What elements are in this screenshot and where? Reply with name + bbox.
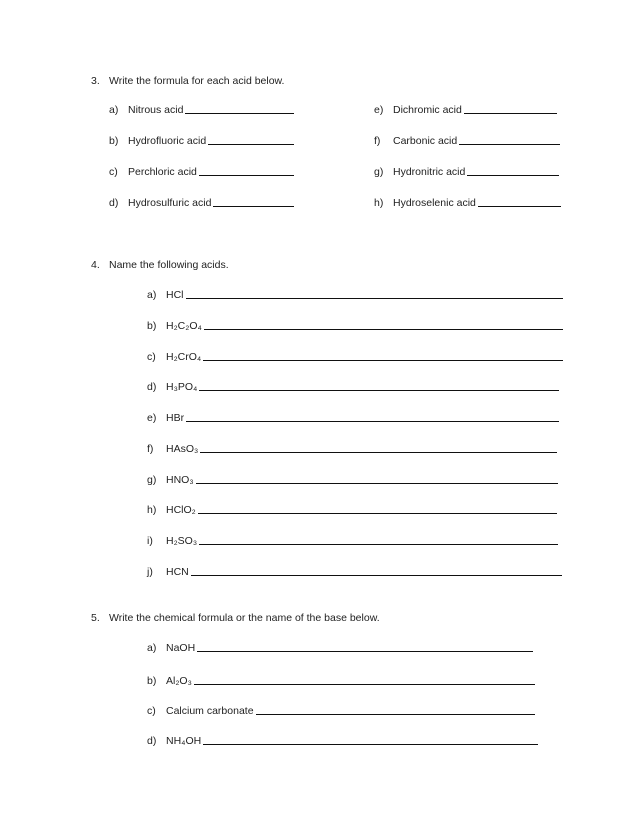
item-letter: i)	[147, 535, 153, 547]
answer-line[interactable]	[191, 575, 562, 576]
answer-line[interactable]	[185, 113, 294, 114]
item-letter: g)	[374, 166, 384, 178]
q3-item	[374, 133, 560, 147]
q3-item	[109, 102, 294, 116]
q4-item	[147, 318, 563, 332]
q5-item	[147, 673, 535, 687]
q5-item	[147, 640, 533, 654]
q3-item	[109, 195, 294, 209]
answer-line[interactable]	[197, 651, 533, 652]
item-text: NH₄OH	[166, 735, 202, 747]
q5-item	[147, 733, 538, 747]
item-text: HAsO₃	[166, 443, 199, 455]
item-text: HBr	[166, 412, 185, 424]
question-number: 3.	[91, 75, 100, 87]
item-text: Hydrosulfuric acid	[128, 197, 212, 209]
item-letter: d)	[147, 735, 157, 747]
item-text: Nitrous acid	[128, 104, 184, 116]
item-text: Hydronitric acid	[393, 166, 466, 178]
item-letter: c)	[147, 351, 156, 363]
item-letter: b)	[147, 675, 157, 687]
answer-line[interactable]	[459, 144, 560, 145]
q4-item	[147, 502, 557, 516]
q3-item	[109, 164, 294, 178]
q3-item	[374, 102, 557, 116]
item-letter: h)	[147, 504, 157, 516]
item-text: HCl	[166, 289, 184, 301]
answer-line[interactable]	[204, 329, 563, 330]
item-text: Perchloric acid	[128, 166, 197, 178]
answer-line[interactable]	[203, 360, 563, 361]
item-letter: a)	[147, 642, 157, 654]
answer-line[interactable]	[186, 421, 559, 422]
item-letter: f)	[374, 135, 381, 147]
q4-item	[147, 287, 563, 301]
q3-item	[374, 195, 561, 209]
question-3-heading	[91, 75, 284, 87]
item-letter: a)	[109, 104, 119, 116]
q5-item	[147, 703, 535, 717]
item-letter: g)	[147, 474, 157, 486]
answer-line[interactable]	[208, 144, 294, 145]
item-letter: a)	[147, 289, 157, 301]
question-number: 4.	[91, 259, 100, 271]
item-text: Hydroselenic acid	[393, 197, 476, 209]
item-text: Calcium carbonate	[166, 705, 254, 717]
item-letter: f)	[147, 443, 154, 455]
answer-line[interactable]	[199, 390, 559, 391]
question-prompt: Write the chemical formula or the name of the base below.	[109, 612, 380, 624]
q4-item	[147, 533, 558, 547]
answer-line[interactable]	[186, 298, 564, 299]
item-letter: h)	[374, 197, 384, 209]
item-text: H₂CrO₄	[166, 351, 202, 363]
item-letter: e)	[147, 412, 157, 424]
item-text: H₂C₂O₄	[166, 320, 202, 332]
q3-item	[109, 133, 294, 147]
q4-item	[147, 564, 562, 578]
item-letter: b)	[109, 135, 119, 147]
answer-line[interactable]	[194, 684, 535, 685]
question-prompt: Write the formula for each acid below.	[109, 75, 285, 87]
answer-line[interactable]	[199, 175, 294, 176]
item-text: NaOH	[166, 642, 196, 654]
item-text: Al₂O₃	[166, 675, 192, 687]
answer-line[interactable]	[478, 206, 561, 207]
question-prompt: Name the following acids.	[109, 259, 229, 271]
item-letter: j)	[147, 566, 153, 578]
item-text: HCN	[166, 566, 189, 578]
answer-line[interactable]	[256, 714, 535, 715]
item-text: H₂SO₃	[166, 535, 198, 547]
item-letter: d)	[147, 381, 157, 393]
q3-item	[374, 164, 559, 178]
answer-line[interactable]	[203, 744, 538, 745]
item-text: Hydrofluoric acid	[128, 135, 207, 147]
item-text: Dichromic acid	[393, 104, 462, 116]
item-letter: b)	[147, 320, 157, 332]
item-letter: c)	[109, 166, 118, 178]
item-letter: d)	[109, 197, 119, 209]
q4-item	[147, 349, 563, 363]
question-4-heading	[91, 259, 229, 271]
question-number: 5.	[91, 612, 100, 624]
answer-line[interactable]	[200, 452, 557, 453]
item-text: Carbonic acid	[393, 135, 458, 147]
item-text: HNO₃	[166, 474, 194, 486]
answer-line[interactable]	[199, 544, 558, 545]
q4-item	[147, 379, 559, 393]
q4-item	[147, 441, 557, 455]
answer-line[interactable]	[467, 175, 559, 176]
answer-line[interactable]	[196, 483, 558, 484]
item-letter: e)	[374, 104, 384, 116]
item-text: H₃PO₄	[166, 381, 198, 393]
answer-line[interactable]	[198, 513, 557, 514]
answer-line[interactable]	[213, 206, 294, 207]
item-text: HClO₂	[166, 504, 196, 516]
answer-line[interactable]	[464, 113, 557, 114]
q4-item	[147, 410, 559, 424]
item-letter: c)	[147, 705, 156, 717]
q4-item	[147, 472, 558, 486]
question-5-heading	[91, 612, 380, 624]
